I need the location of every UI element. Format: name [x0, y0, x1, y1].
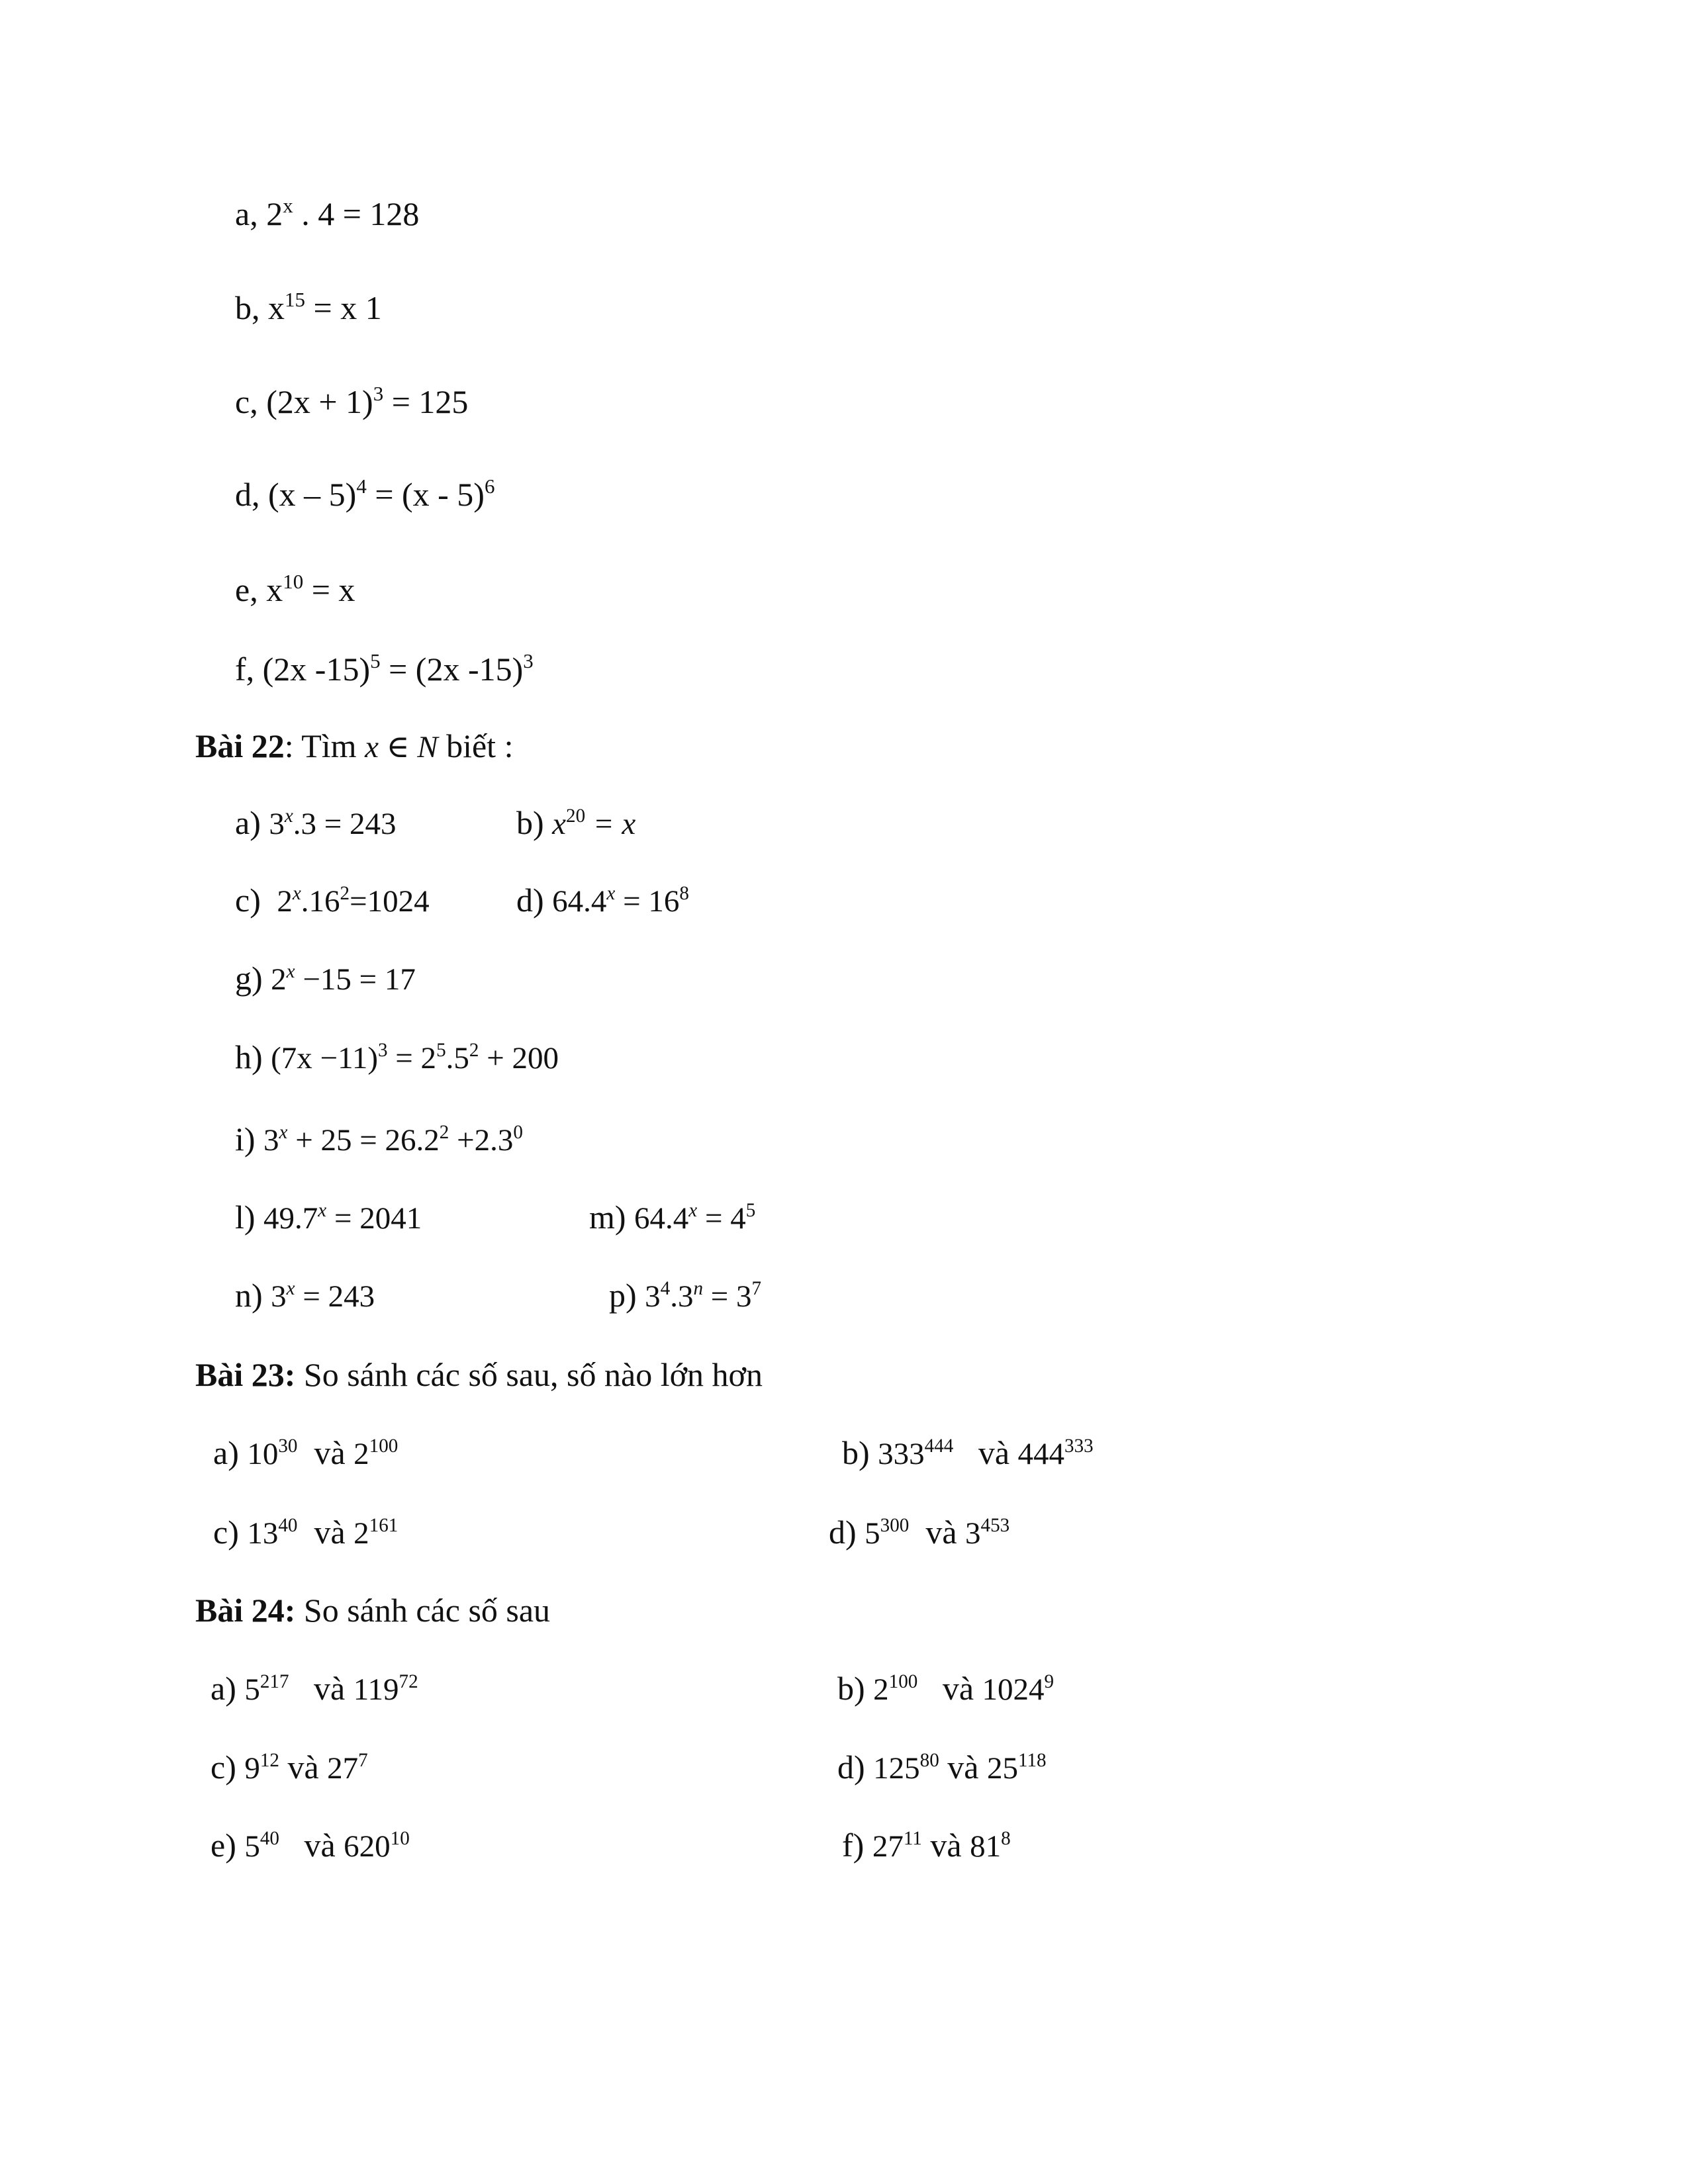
bai-24-f: f) $27^{11}$ và $81^8$ — [842, 1827, 1011, 1864]
bai-23-title: Bài 23: — [195, 1356, 296, 1393]
bai-22-g: g) 2$^x$ −15 = 17 — [235, 960, 416, 997]
bai-22-m: m) $64.4^x = 4^5$ — [589, 1199, 756, 1236]
label: d, — [235, 476, 260, 513]
exercise-21-e: e, $x^{10} = x$ — [235, 569, 355, 608]
label: a, — [235, 195, 258, 232]
bai-23-b: b) $333^{444}$ và $444^{333}$ — [842, 1434, 1094, 1471]
bai-24-b: b) $2^{100}$ và 1024$^9$ — [837, 1670, 1055, 1707]
bai-22-h: h) $(7x -11)^3 = 2^5.5^2 + 200$ — [235, 1038, 559, 1075]
bai-23-a: a) $10^{30}$ và $2^{100}$ — [213, 1434, 399, 1471]
bai-23-d: d) $5^{300}$ và $3^{453}$ — [829, 1514, 1010, 1551]
bai-22-title: Bài 22 — [195, 727, 285, 764]
bai-22-condition: x ∈ N — [365, 730, 438, 764]
bai-24-c: c) $9^{12}$ và $27^7$ — [211, 1749, 368, 1786]
exercise-21-d: d, (x – 5)$^4$ = (x - 5)$^6$ — [235, 474, 495, 513]
exercise-21-c: c, $(2x + 1)^3 = 125$ — [235, 381, 469, 420]
bai-22-b: b) $x^{20} = x$ — [516, 804, 636, 841]
bai-22-p: p) $3^4.3^n = 3^7$ — [609, 1277, 762, 1314]
label: e, — [235, 571, 258, 608]
bai-23-c: c) $13^{40}$ và $2^{161}$ — [213, 1514, 399, 1551]
bai-22-l: l) 49.7$^x$ = 2041 — [235, 1199, 422, 1236]
exercise-21-a: a, 2$^x$ . 4 = 128 — [235, 193, 420, 232]
label: c, — [235, 383, 258, 420]
bai-23-heading: Bài 23: So sánh các số sau, số nào lớn hơn — [195, 1356, 763, 1393]
bai-22-heading: Bài 22: Tìm x ∈ N biết : — [195, 727, 514, 764]
bai-24-title: Bài 24: — [195, 1592, 296, 1629]
bai-24-heading: Bài 24: So sánh các số sau — [195, 1592, 551, 1629]
bai-22-a: a) $3^x.3 = 243$ — [235, 804, 397, 841]
bai-22-c: c) $2^x.16^2=1024$ — [235, 882, 430, 919]
bai-24-a: a) $5^{217}$ và $119^{72}$ — [211, 1670, 418, 1707]
bai-24-e: e) $5^{40}$ và $620^{10}$ — [211, 1827, 410, 1864]
bai-22-d: d) $64.4^x = 16^8$ — [516, 882, 689, 919]
bai-22-n: n) 3$^x$ = 243 — [235, 1277, 375, 1314]
exercise-21-f: f, (2x -15)$^5$ = (2x -15)$^3$ — [235, 649, 534, 688]
bai-22-i: i) $3^x + 25 = 26.2^2 +2.3^0$ — [235, 1120, 523, 1158]
label: b, — [235, 289, 260, 326]
exercise-21-b: b, $x^{15} = x$ 1 — [235, 287, 382, 326]
bai-24-d: d) $125^{80}$ và $25^{118}$ — [837, 1749, 1047, 1786]
label: f, — [235, 651, 255, 688]
